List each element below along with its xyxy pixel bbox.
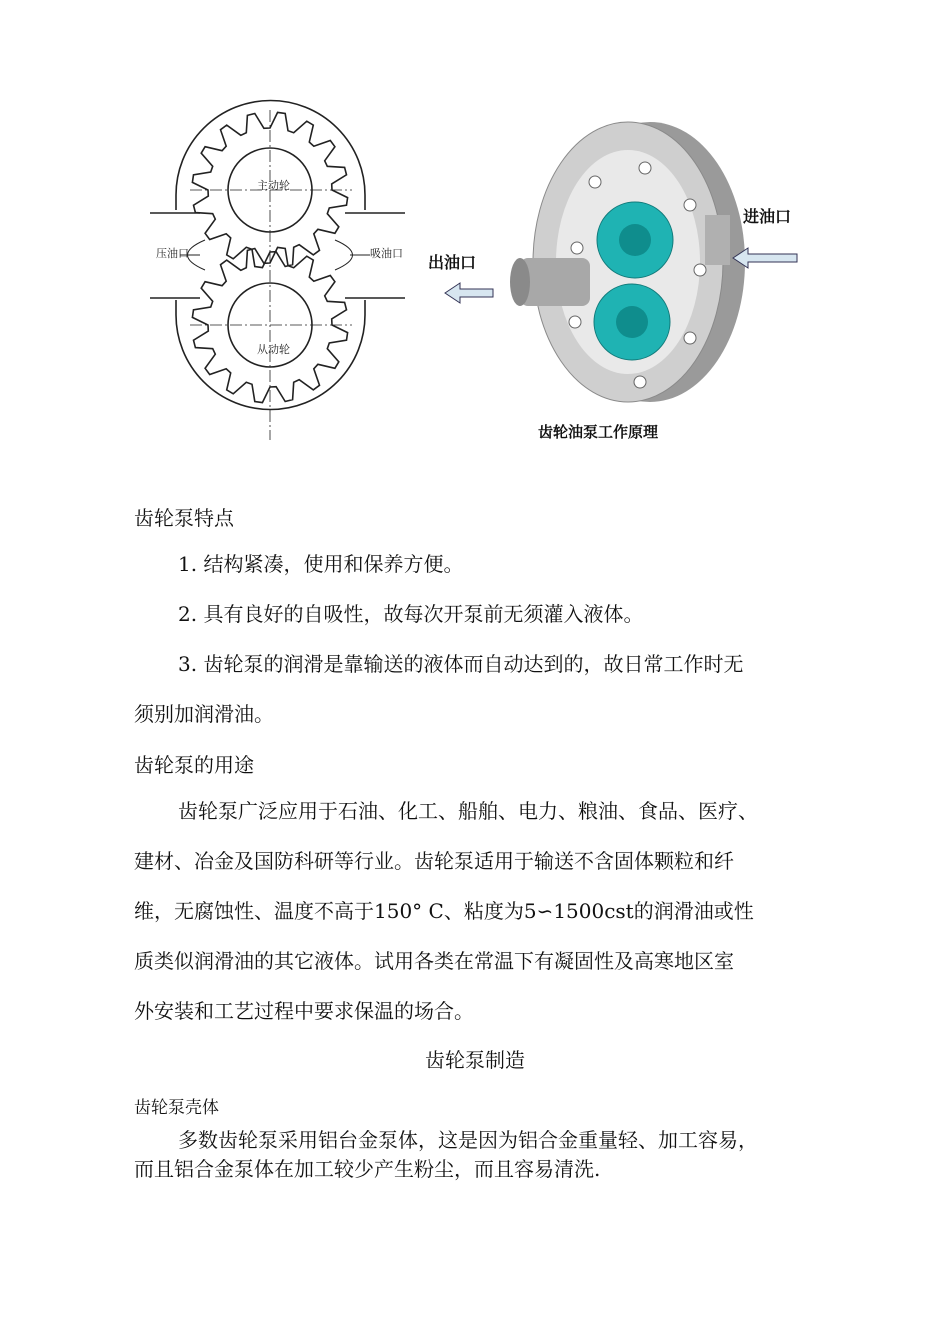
gear-pump-cross-section-diagram [150, 101, 405, 441]
uses-line: 齿轮泵广泛应用于石油、化工、船舶、电力、粮油、食品、医疗、 [178, 799, 758, 823]
feature-item-3-cont: 须别加润滑油。 [134, 702, 274, 726]
figure-caption: 齿轮油泵工作原理 [538, 423, 659, 441]
section-title-manufacturing: 齿轮泵制造 [425, 1048, 525, 1072]
inlet-arrow-icon [733, 248, 797, 268]
subheading-housing: 齿轮泵壳体 [134, 1098, 219, 1118]
uses-line: 外安装和工艺过程中要求保温的场合。 [134, 999, 474, 1023]
inlet-port-label: 吸油口 [370, 247, 403, 260]
gear-pump-3d-illustration [510, 122, 745, 402]
outlet-label: 出油口 [428, 253, 477, 272]
housing-line: 而且铝合金泵体在加工较少产生粉尘，而且容易清洗. [134, 1157, 601, 1181]
outlet-arrow-icon [445, 283, 493, 303]
section-heading-uses: 齿轮泵的用途 [134, 753, 254, 777]
uses-line: 建材、冶金及国防科研等行业。齿轮泵适用于输送不含固体颗粒和纤 [134, 849, 734, 873]
gear-pump-figure [0, 0, 950, 470]
housing-line: 多数齿轮泵采用铝台金泵体，这是因为铝合金重量轻、加工容易， [178, 1128, 758, 1152]
feature-item-3: 3. 齿轮泵的润滑是靠输送的液体而自动达到的，故日常工作时无 [178, 652, 744, 676]
drive-gear-label: 主动轮 [257, 179, 290, 192]
feature-item-2: 2. 具有良好的自吸性，故每次开泵前无须灌入液体。 [178, 602, 644, 626]
inlet-label: 进油口 [743, 207, 792, 226]
feature-item-1: 1. 结构紧凑，使用和保养方便。 [178, 552, 464, 576]
driven-gear-label: 从动轮 [257, 343, 290, 356]
uses-line: 维，无腐蚀性、温度不高于150° C、粘度为5∽1500cst的润滑油或性 [134, 899, 754, 923]
uses-line: 质类似润滑油的其它液体。试用各类在常温下有凝固性及高寒地区室 [134, 949, 734, 973]
section-heading-features: 齿轮泵特点 [134, 506, 234, 530]
outlet-port-label: 压油口 [156, 247, 189, 260]
